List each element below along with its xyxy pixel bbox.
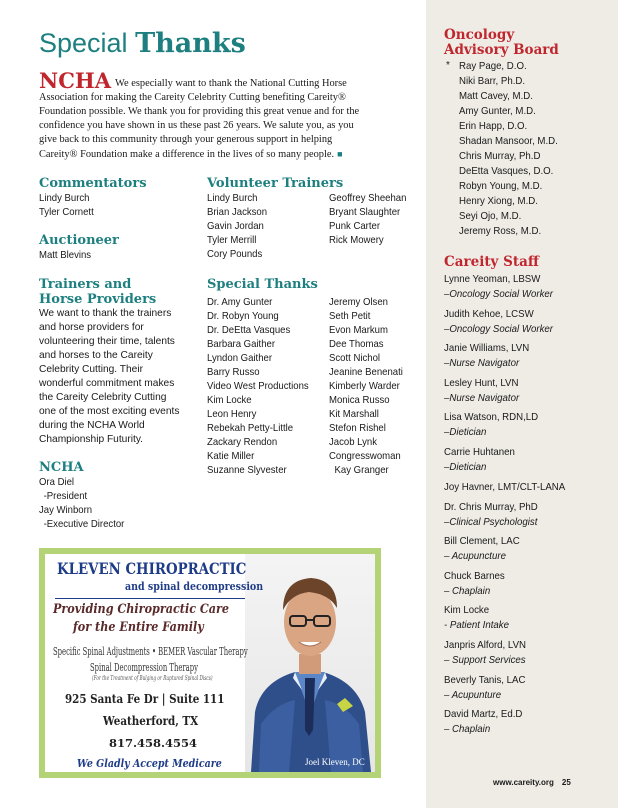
commentators-section	[39, 176, 147, 220]
volunteer-name: Bryant Slaughter	[329, 207, 401, 218]
staff-member	[444, 707, 574, 742]
thanks-name: Dr. DeEtta Vasques	[207, 325, 291, 336]
end-mark-icon: ■	[337, 149, 343, 159]
thanks-name: Rebekah Petty-Little	[207, 423, 294, 434]
thanks-name: Suzanne Slyvester	[207, 465, 287, 476]
board-member: Chris Murray, Ph.D	[459, 151, 541, 162]
ncha-line: -President	[43, 491, 88, 502]
volunteer-name: Gavin Jordan	[207, 221, 264, 232]
staff-name: Chuck Barnes	[444, 570, 505, 582]
title-special: Special	[39, 28, 128, 58]
volunteer-name: Rick Mowery	[329, 235, 384, 246]
thanks-name: Seth Petit	[329, 311, 371, 322]
special-thanks-heading: Special Thanks	[207, 277, 318, 292]
board-member: Matt Cavey, M.D.	[459, 91, 533, 102]
thanks-name: Dee Thomas	[329, 339, 384, 350]
page-footer	[493, 778, 571, 787]
ncha-section	[39, 460, 132, 532]
ncha-heading: NCHA	[39, 460, 84, 475]
volunteer-trainers-heading: Volunteer Trainers	[207, 176, 344, 191]
intro-paragraph	[39, 68, 371, 162]
thanks-name: Zackary Rendon	[207, 437, 278, 448]
volunteer-name: Geoffrey Sheehan	[329, 193, 407, 204]
kleven-chiropractic-ad	[39, 548, 381, 778]
thanks-name: Kay Granger	[334, 465, 389, 476]
staff-member	[444, 638, 574, 673]
staff-member	[444, 445, 574, 480]
thanks-name: Barbara Gaither	[207, 339, 276, 350]
thanks-name: Congresswoman	[329, 451, 401, 462]
board-member: Seyi Ojo, M.D.	[459, 211, 522, 222]
staff-role: – Chaplain	[444, 724, 491, 736]
commentator-name: Tyler Cornett	[39, 207, 94, 218]
thanks-name: Monica Russo	[329, 395, 390, 406]
intro-lead-ncha: NCHA	[39, 68, 112, 93]
ad-tagline-2: for the Entire Family	[73, 620, 204, 635]
volunteer-col2	[329, 192, 413, 248]
board-member: Robyn Young, M.D.	[459, 181, 543, 192]
thanks-name: Stefon Rishel	[329, 423, 386, 434]
thanks-name: Katie Miller	[207, 451, 255, 462]
staff-name: David Martz, Ed.D	[444, 709, 523, 721]
careity-staff-heading: Careity Staff	[444, 254, 539, 270]
ad-inner	[45, 554, 375, 772]
ncha-line: -Executive Director	[43, 519, 125, 530]
thanks-name: Kimberly Warder	[329, 381, 400, 392]
staff-member	[444, 341, 574, 376]
staff-name: Judith Kehoe, LCSW	[444, 308, 534, 320]
ad-tagline-1: Providing Chiropractic Care	[53, 602, 230, 617]
board-member: Niki Barr, Ph.D.	[459, 76, 526, 87]
thanks-name: Leon Henry	[207, 409, 257, 420]
volunteer-trainers-section	[207, 176, 343, 191]
staff-role: –Clinical Psychologist	[444, 516, 538, 528]
thanks-name: Kit Marshall	[329, 409, 379, 420]
ad-city: Weatherford, TX	[103, 714, 199, 728]
staff-member	[444, 569, 574, 604]
thanks-name: Jacob Lynk	[329, 437, 378, 448]
staff-name: Lisa Watson, RDN,LD	[444, 412, 539, 424]
ad-address: 925 Santa Fe Dr | Suite 111	[65, 692, 225, 706]
board-member: DeEtta Vasques, D.O.	[459, 166, 554, 177]
staff-name: Janpris Alford, LVN	[444, 639, 526, 651]
board-member: Ray Page, D.O.	[459, 61, 527, 72]
staff-name: Lynne Yeoman, LBSW	[444, 274, 541, 285]
staff-member	[444, 272, 574, 307]
auctioneer-heading: Auctioneer	[39, 233, 119, 248]
trainers-heading-line2: Horse Providers	[39, 292, 157, 307]
volunteer-name: Tyler Merrill	[207, 235, 257, 246]
oncology-board-section	[444, 28, 559, 58]
page-number: 25	[561, 778, 571, 787]
thanks-name: Dr. Amy Gunter	[207, 297, 273, 308]
staff-member	[444, 410, 574, 445]
commentator-name: Lindy Burch	[39, 193, 90, 204]
trainers-section	[39, 277, 181, 447]
board-member: Amy Gunter, M.D.	[459, 106, 536, 117]
volunteer-name: Lindy Burch	[207, 193, 258, 204]
staff-member	[444, 673, 574, 708]
careity-staff-list	[444, 272, 574, 742]
staff-role: –Dietician	[444, 427, 487, 439]
staff-role: - Patient Intake	[444, 620, 509, 632]
ad-phone: 817.458.4554	[109, 736, 198, 750]
oncology-asterisk: *	[446, 60, 450, 71]
careity-staff-section	[444, 255, 539, 270]
thanks-name: Jeanine Benenati	[329, 367, 403, 378]
staff-role: –Nurse Navigator	[444, 392, 520, 404]
auctioneer-section	[39, 233, 119, 263]
thanks-name: Lyndon Gaither	[207, 353, 273, 364]
footer-url[interactable]: www.careity.org	[493, 778, 554, 787]
title-thanks: Thanks	[135, 28, 246, 59]
staff-name: Dr. Chris Murray, PhD	[444, 501, 538, 513]
staff-role: –Dietician	[444, 461, 487, 473]
trainers-body: We want to thank the trainers and horse providers for volunteering their time, talents and horses to the Careity Celebrity Cutting. Their wonderful commitment makes the Careity Celebrity Cutting one of the most exciting events during the NCHA World Championship Futurity.	[39, 308, 180, 445]
ad-headline: KLEVEN CHIROPRACTIC	[57, 559, 247, 578]
staff-member	[444, 534, 574, 569]
ad-subhead: and spinal decompression	[125, 580, 264, 593]
special-thanks-col1	[207, 296, 318, 478]
thanks-name: Barry Russo	[207, 367, 260, 378]
staff-role: – Support Services	[444, 654, 526, 666]
board-member: Shadan Mansoor, M.D.	[459, 136, 558, 147]
staff-member	[444, 376, 574, 411]
oncology-heading-line2: Advisory Board	[444, 42, 559, 58]
staff-role: –Oncology Social Worker	[444, 323, 554, 335]
staff-member	[444, 480, 574, 500]
volunteer-name: Cory Pounds	[207, 249, 263, 260]
volunteer-name: Punk Carter	[329, 221, 381, 232]
staff-role: –Nurse Navigator	[444, 358, 520, 370]
volunteer-name: Brian Jackson	[207, 207, 268, 218]
thanks-name: Kim Locke	[207, 395, 252, 406]
ncha-line: Ora Diel	[39, 477, 75, 488]
intro-body: We especially want to thank the National Cutting Horse Association for making the Careity Celebrity Cutting benefiting Careity® Foundation possible. We thank you for providing this great venue and for the confidence you have shown in us these past 26 years. We salute you, as you give back to this community through your generous support in helping Careity® Foundation make a difference in the lives of so many people.	[39, 78, 360, 160]
staff-name: Kim Locke	[444, 605, 490, 617]
staff-role: – Acupuncture	[444, 551, 506, 563]
oncology-names-list	[459, 59, 565, 239]
staff-member	[444, 603, 574, 638]
board-member: Erin Happ, D.O.	[459, 121, 528, 132]
ad-services-2: Spinal Decompression Therapy	[90, 661, 198, 674]
doctor-portrait-icon	[245, 554, 375, 772]
staff-member	[444, 307, 574, 342]
staff-name: Carrie Huhtanen	[444, 446, 515, 458]
auctioneer-name: Matt Blevins	[39, 250, 92, 261]
staff-member	[444, 500, 574, 535]
thanks-name: Evon Markum	[329, 325, 388, 336]
thanks-name: Dr. Robyn Young	[207, 311, 279, 322]
ad-photo-caption: Joel Kleven, DC	[305, 757, 365, 767]
trainers-heading-line1: Trainers and	[39, 277, 132, 292]
staff-role: – Acupunture	[444, 689, 502, 701]
staff-name: Bill Clement, LAC	[444, 536, 520, 548]
board-member: Jeremy Ross, M.D.	[459, 226, 542, 237]
special-thanks-col2	[329, 296, 409, 478]
page-title	[39, 28, 246, 59]
thanks-name: Video West Productions	[207, 381, 309, 392]
thanks-name: Scott Nichol	[329, 353, 381, 364]
board-member: Henry Xiong, M.D.	[459, 196, 538, 207]
staff-name: Beverly Tanis, LAC	[444, 674, 526, 686]
ad-divider	[55, 598, 245, 599]
staff-role: – Chaplain	[444, 585, 491, 597]
ncha-line: Jay Winborn	[39, 505, 93, 516]
oncology-heading-line1: Oncology	[444, 27, 515, 43]
staff-role: –Oncology Social Worker	[444, 289, 554, 300]
ad-services-3: (For the Treatment of Bulging or Ruptured Spinal Discs)	[92, 675, 213, 682]
commentators-heading: Commentators	[39, 176, 147, 191]
staff-name: Joy Havner, LMT/CLT-LANA	[444, 481, 566, 493]
volunteer-col1	[207, 192, 272, 262]
special-thanks-section	[207, 277, 318, 292]
thanks-name: Jeremy Olsen	[329, 297, 388, 308]
staff-name: Janie Williams, LVN	[444, 343, 530, 355]
ad-services-1: Specific Spinal Adjustments • BEMER Vascular Therapy	[53, 645, 248, 658]
staff-name: Lesley Hunt, LVN	[444, 377, 519, 389]
ad-medicare: We Gladly Accept Medicare	[77, 757, 222, 770]
